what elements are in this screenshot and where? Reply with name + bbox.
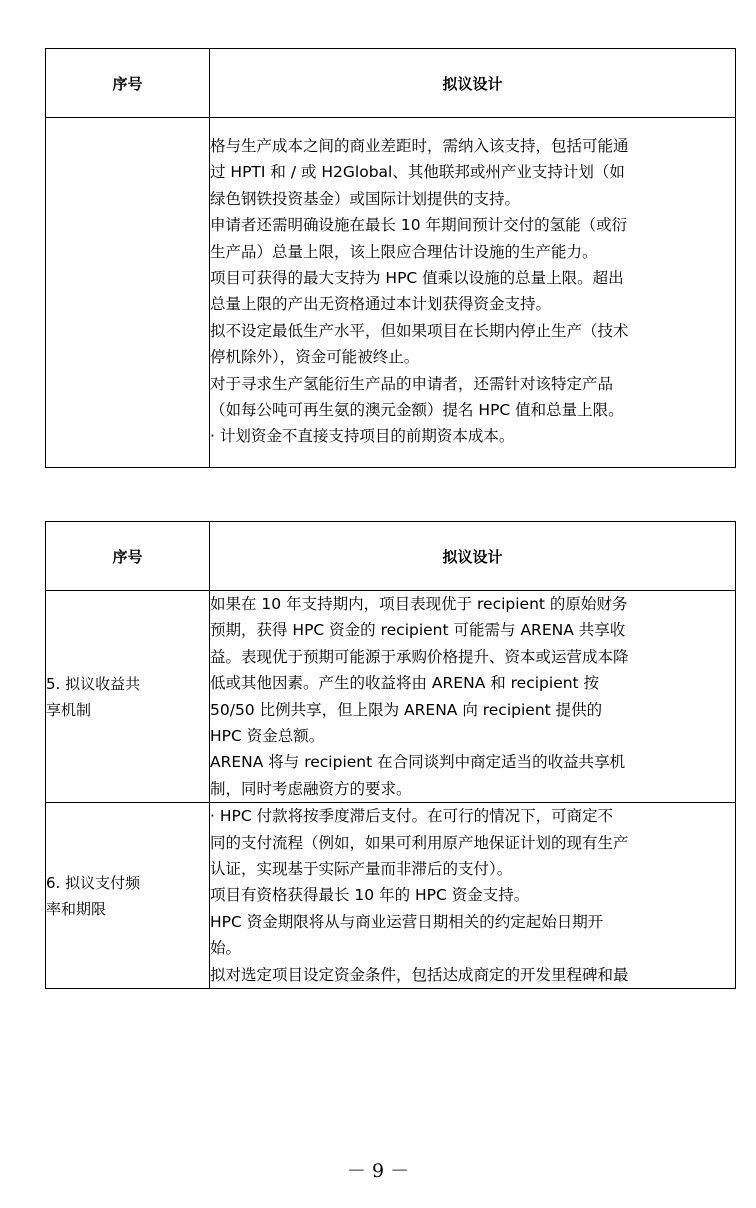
content-line: 项目可获得的最大支持为 HPC 值乘以设施的总量上限。超出 [210, 269, 624, 288]
table-row-payment-frequency [46, 803, 736, 989]
header-serial-number: 序号 [46, 522, 210, 591]
content-line: 生产品）总量上限，该上限应合理估计设施的生产能力。 [210, 242, 598, 261]
content-line: HPC 资金期限将从与商业运营日期相关的约定起始日期开 [210, 912, 604, 931]
table-header-row [46, 522, 736, 591]
content-line: 过 HPTI 和 / 或 H2Global、其他联邦或州产业支持计划（如 [210, 163, 625, 182]
content-line: 认证，实现基于实际产量而非滞后的支付）。 [210, 860, 513, 879]
table-header-row [46, 49, 736, 118]
content-line: 如果在 10 年支持期内，项目表现优于 recipient 的原始财务 [210, 595, 628, 613]
content-line: 对于寻求生产氢能衍生产品的申请者，还需针对该特定产品 [210, 374, 614, 393]
content-line: 项目有资格获得最长 10 年的 HPC 资金支持。 [210, 886, 530, 905]
row-label-empty [46, 118, 210, 468]
label-line: 6. 拟议支付频 [46, 873, 141, 892]
content-line: · 计划资金不直接支持项目的前期资本成本。 [210, 427, 515, 446]
header-serial-number: 序号 [46, 49, 210, 118]
content-line: 制，同时考虑融资方的要求。 [210, 779, 412, 798]
content-line: 益。表现优于预期可能源于承购价格提升、资本或运营成本降 [210, 647, 629, 666]
content-line: 50/50 比例共享，但上限为 ARENA 向 recipient 提供的 [210, 700, 603, 719]
content-line: 申请者还需明确设施在最长 10 年期间预计交付的氢能（或衍 [210, 216, 628, 235]
content-line: （如每公吨可再生氨的澳元金额）提名 HPC 值和总量上限。 [210, 401, 624, 420]
row-content [210, 118, 736, 468]
content-line: 绿色钢铁投资基金）或国际计划提供的支持。 [210, 189, 521, 208]
label-line: 享机制 [46, 700, 92, 719]
content-line: 拟对选定项目设定资金条件，包括达成商定的开发里程碑和最 [210, 965, 629, 984]
content-line: 总量上限的产出无资格通过本计划获得资金支持。 [210, 295, 552, 314]
proposal-table-continued [45, 48, 736, 468]
content-line: · HPC 付款将按季度滞后支付。在可行的情况下，可商定不 [210, 807, 614, 826]
page-number: － 9 － [346, 1160, 410, 1182]
header-proposed-design: 拟议设计 [210, 49, 736, 118]
row-label-revenue-sharing [46, 591, 210, 803]
content-line: HPC 资金总额。 [210, 727, 325, 746]
content-line: 格与生产成本之间的商业差距时，需纳入该支持，包括可能通 [210, 137, 629, 155]
content-line: 预期，获得 HPC 资金的 recipient 可能需与 ARENA 共享收 [210, 621, 626, 640]
table-row [46, 118, 736, 468]
row-content-revenue-sharing [210, 591, 736, 803]
row-label-payment-frequency [46, 803, 210, 989]
content-line: 停机除外），资金可能被终止。 [210, 348, 420, 367]
content-line: ARENA 将与 recipient 在合同谈判中商定适当的收益共享机 [210, 753, 626, 772]
label-line: 率和期限 [46, 899, 107, 918]
proposal-table [45, 521, 736, 989]
header-proposed-design: 拟议设计 [210, 522, 736, 591]
content-line: 始。 [210, 939, 242, 958]
label-line: 5. 拟议收益共 [46, 674, 141, 693]
row-content-payment-frequency [210, 803, 736, 989]
content-line: 低或其他因素。产生的收益将由 ARENA 和 recipient 按 [210, 674, 600, 693]
content-line: 拟不设定最低生产水平，但如果项目在长期内停止生产（技术 [210, 321, 629, 340]
table-row-revenue-sharing [46, 591, 736, 803]
content-line: 同的支付流程（例如，如果可利用原产地保证计划的现有生产 [210, 833, 629, 852]
